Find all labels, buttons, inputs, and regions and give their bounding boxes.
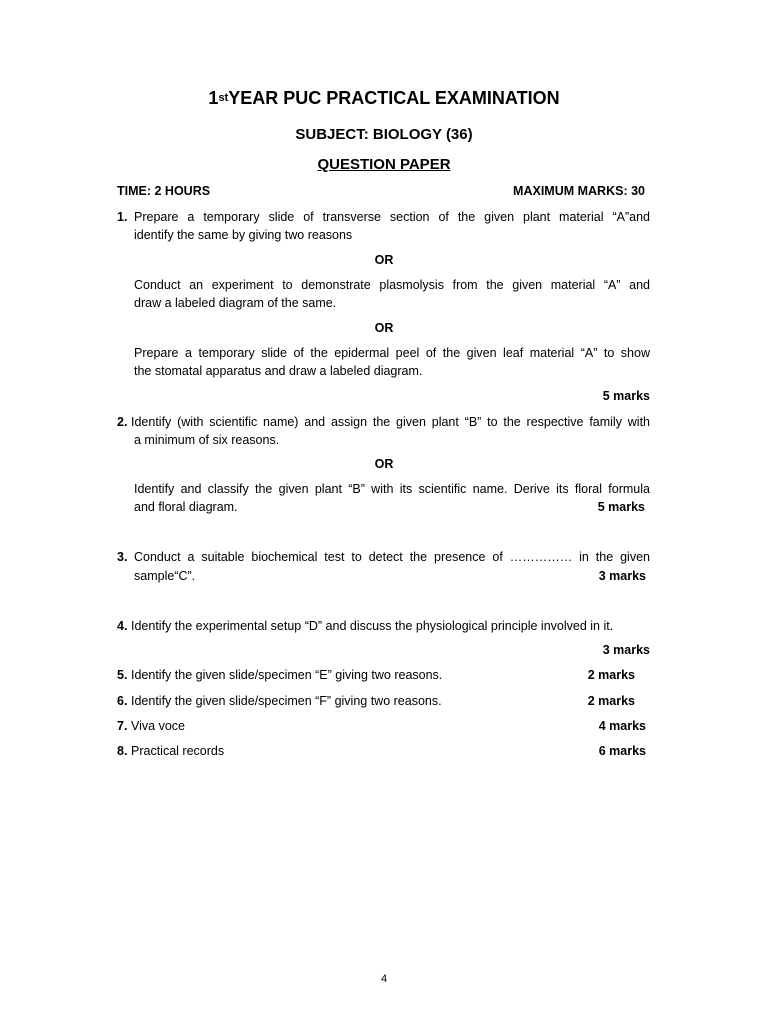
q1-option-a-line1: Prepare a temporary slide of transverse section of the given plant material “A”and — [134, 210, 650, 224]
title-superscript: st — [218, 92, 229, 104]
page-number: 4 — [380, 973, 388, 985]
q8-marks: 6 marks — [598, 744, 646, 758]
q1-number: 1. — [117, 210, 128, 224]
q1-marks: 5 marks — [602, 389, 650, 403]
q3-number: 3. — [117, 550, 128, 564]
q4-marks: 3 marks — [602, 643, 650, 657]
q6-marks: 2 marks — [587, 694, 635, 708]
q4-number: 4. — [117, 619, 128, 633]
q7-number: 7. — [117, 719, 128, 733]
q2-marks: 5 marks — [597, 500, 645, 514]
q2-number: 2. — [117, 415, 128, 429]
q7-text: Viva voce — [131, 719, 185, 733]
q3-marks: 3 marks — [598, 569, 646, 583]
max-marks-label: MAXIMUM MARKS: 30 — [513, 184, 645, 198]
q2-option-a-line1: Identify (with scientific name) and assign the given plant “B” to the respective family with — [131, 415, 650, 429]
q2-option-b-line2: and floral diagram. — [134, 500, 238, 514]
question-paper-heading: QUESTION PAPER — [317, 156, 451, 173]
q1-option-b-line1: Conduct an experiment to demonstrate plasmolysis from the given material “A” and — [134, 278, 650, 292]
q1-or-2: OR — [374, 321, 394, 335]
q1-option-c-line2: the stomatal apparatus and draw a labeled diagram. — [134, 364, 423, 378]
q3-line2: sample“C”. — [134, 569, 196, 583]
q1-option-a-line2: identify the same by giving two reasons — [134, 228, 353, 242]
q2-or: OR — [374, 457, 394, 471]
q5-text: Identify the given slide/specimen “E” giving two reasons. — [131, 668, 443, 682]
page-title: 1stYEAR PUC PRACTICAL EXAMINATION — [208, 88, 560, 108]
q1-option-b-line2: draw a labeled diagram of the same. — [134, 296, 337, 310]
q5-marks: 2 marks — [587, 668, 635, 682]
q6-number: 6. — [117, 694, 128, 708]
q4-text: Identify the experimental setup “D” and discuss the physiological principle involved in it. — [131, 619, 614, 633]
q2-option-b-line1: Identify and classify the given plant “B” with its scientific name. Derive its floral formula — [134, 482, 650, 496]
subject-heading: SUBJECT: BIOLOGY (36) — [295, 126, 473, 143]
q1-option-c-line1: Prepare a temporary slide of the epidermal peel of the given leaf material “A” to show — [134, 346, 650, 360]
q5-number: 5. — [117, 668, 128, 682]
time-label: TIME: 2 HOURS — [117, 184, 211, 198]
q8-number: 8. — [117, 744, 128, 758]
q1-or-1: OR — [374, 253, 394, 267]
q2-option-a-line2: a minimum of six reasons. — [134, 433, 280, 447]
q8-text: Practical records — [131, 744, 225, 758]
q6-text: Identify the given slide/specimen “F” giving two reasons. — [131, 694, 442, 708]
q3-line1: Conduct a suitable biochemical test to detect the presence of …………… in the given — [134, 550, 650, 564]
q7-marks: 4 marks — [598, 719, 646, 733]
